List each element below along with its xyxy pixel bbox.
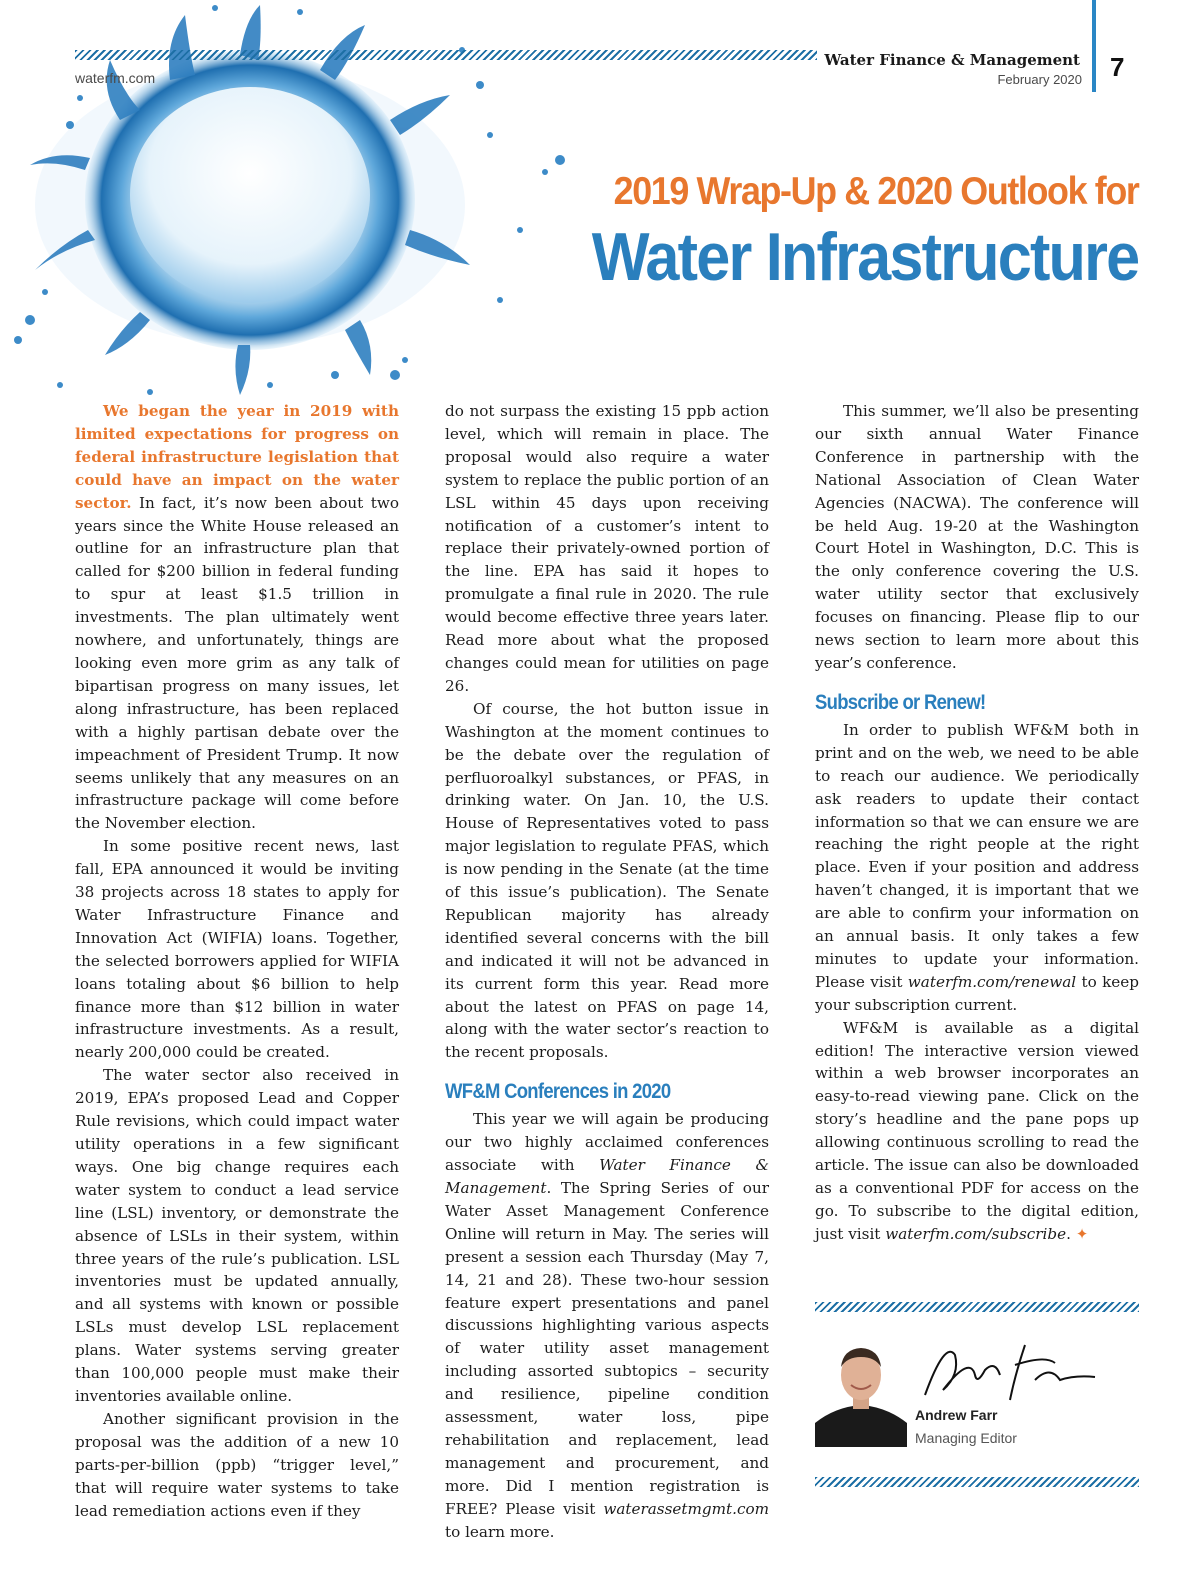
article-kicker: 2019 Wrap-Up & 2020 Outlook for	[613, 170, 1138, 213]
paragraph-text: . The Spring Series of our Water Asset Management Conference Online will return in May. The series will present a session each Thursday (May 7, 14, 21 and 28). These two-hour session feature expert presentations and panel discussions highlighting various aspects of water utility asset management including assorted subtopics – security and resilience, pipeline condition assessment, water loss, pipe rehabilitation and replacement, lead management and procurement, and more. Did I mention registration is FREE? Please visit	[445, 1179, 769, 1518]
column-1	[75, 400, 399, 1522]
paragraph-text: In order to publish WF&M both in print and on the web, we need to be able to reach our audience. We periodically ask readers to update their contact information so that we can ensure we are reaching the right people at the right place. Even if your position and address haven’t changed, it is important that we are able to confirm your information on an annual basis. It only takes a few minutes to update your information. Please visit	[815, 720, 1139, 991]
paragraph	[75, 400, 399, 835]
editor-photo	[815, 1335, 907, 1447]
editor-title: Managing Editor	[915, 1430, 1017, 1446]
article-title: Water Infrastructure	[591, 219, 1138, 295]
signature-image	[915, 1335, 1105, 1407]
paragraph: This summer, we’ll also be presenting our sixth annual Water Finance Conference in partnership with the National Association of Clean Water Agencies (NACWA). The conference will be held Aug. 19-20 at the Washington Court Hotel in Washington, D.C. This is the only conference covering the U.S. water utility sector that exclusively focuses on financing. Please flip to our news section to learn more about this year’s conference.	[815, 402, 1139, 672]
editor-rule-top	[815, 1302, 1139, 1312]
editor-box	[815, 1335, 1139, 1460]
site-url[interactable]: waterfm.com	[75, 70, 156, 86]
paragraph: do not surpass the existing 15 ppb action level, which will remain in place. The proposal would also require a water system to replace the public portion of an LSL within 45 days upon receiving notification of a customer’s intent to replace their privately-owned portion of the line. EPA has said it hopes to promulgate a final rule in 2020. The rule would become effective three years later. Read more about what the proposed changes could mean for utilities on page 26.	[445, 402, 769, 695]
paragraph-text: .	[1066, 1224, 1071, 1243]
section-heading-conferences: WF&M Conferences in 2020	[445, 1080, 671, 1104]
paragraph: Another significant provision in the proposal was the addition of a new 10 parts-per-billion (ppb) “trigger level,” that will require water systems to take lead remediation actions even if they	[75, 1409, 399, 1520]
subscribe-link[interactable]: waterfm.com/subscribe	[885, 1224, 1067, 1243]
paragraph-text: to learn more.	[445, 1522, 555, 1541]
paragraph	[445, 1108, 769, 1543]
paragraph: Of course, the hot button issue in Washington at the moment continues to be the debate over the regulation of perfluoroalkyl substances, or PFAS, in drinking water. On Jan. 10, the U.S. House of Representatives voted to pass major legislation to regulate PFAS, which is now pending in the Senate (at the time of this issue’s publication). The Senate Republican majority has already identified several concerns with the bill and indicated it will not be advanced in its current form this year. Read more about the latest on PFAS on page 14, along with the water sector’s reaction to the recent proposals.	[445, 699, 769, 1062]
editor-rule-bottom	[815, 1477, 1139, 1487]
column-3	[815, 400, 1139, 1246]
paragraph-text: WF&M is available as a digital edition! The interactive version viewed within a web browser incorporates an easy-to-read viewing pane. Click on the story’s headline and the pane pops up allowing continuous scrolling to read the article. The issue can also be downloaded as a conventional PDF for access on the go. To subscribe to the digital edition, just visit	[815, 1018, 1139, 1243]
page-number: 7	[1110, 52, 1125, 82]
paragraph: The water sector also received in 2019, EPA’s proposed Lead and Copper Rule revisions, which could impact water utility operations in a few significant ways. One big change requires each water system to conduct a lead service line (LSL) inventory, or demonstrate the absence of LSLs in their system, within three years of the rule’s publication. LSL inventories must be updated annually, and all systems with known or possible LSLs must develop LSL replacement plans. Water systems serving greater than 100,000 people must make their inventories available online.	[75, 1066, 399, 1405]
column-2	[445, 400, 769, 1544]
paragraph-text: In fact, it’s now been about two years since the White House released an outline for an infrastructure plan that called for $200 billion in federal funding to spur at least $1.5 trillion in investments. The plan ultimately went nowhere, and unfortunately, things are looking even more grim as any talk of bipartisan progress on many issues, let along infrastructure, has been replaced with a highly partisan debate over the impeachment of President Trump. It now seems unlikely that any measures on an infrastructure package will come before the November election.	[75, 493, 399, 833]
paragraph: In some positive recent news, last fall, EPA announced it would be inviting 38 projects across 18 states to apply for Water Infrastructure Finance and Innovation Act (WIFIA) loans. Together, the selected borrowers applied for WIFIA loans totaling about $6 billion to help finance more than $12 billion in water infrastructure investments. As a result, nearly 200,000 could be created.	[75, 837, 399, 1062]
waterassetmgmt-link[interactable]: waterassetmgmt.com	[603, 1499, 769, 1518]
magazine-name: Water Finance & Management	[824, 51, 1080, 69]
paragraph-text: This year we will again be producing our two highly acclaimed conferences associate with	[445, 1110, 769, 1175]
lede: We began the year in 2019 with limited expectations for progress on federal infrastructure legislation that could have an impact on the water sector.	[75, 402, 399, 512]
editor-name: Andrew Farr	[915, 1407, 998, 1423]
renewal-link[interactable]: waterfm.com/renewal	[907, 972, 1077, 991]
fish-end-mark-icon: ✦	[1075, 1224, 1089, 1243]
water-splash-image	[0, 0, 600, 420]
paragraph	[815, 719, 1139, 1017]
header-accent-bar	[1092, 0, 1096, 92]
paragraph-text: to keep your subscription current.	[815, 972, 1139, 1014]
paragraph	[815, 1017, 1139, 1246]
publication-name: Water Finance & Management	[445, 1156, 769, 1197]
section-heading-subscribe: Subscribe or Renew!	[815, 690, 986, 714]
issue-date: February 2020	[997, 72, 1082, 87]
header-rule	[75, 50, 817, 60]
